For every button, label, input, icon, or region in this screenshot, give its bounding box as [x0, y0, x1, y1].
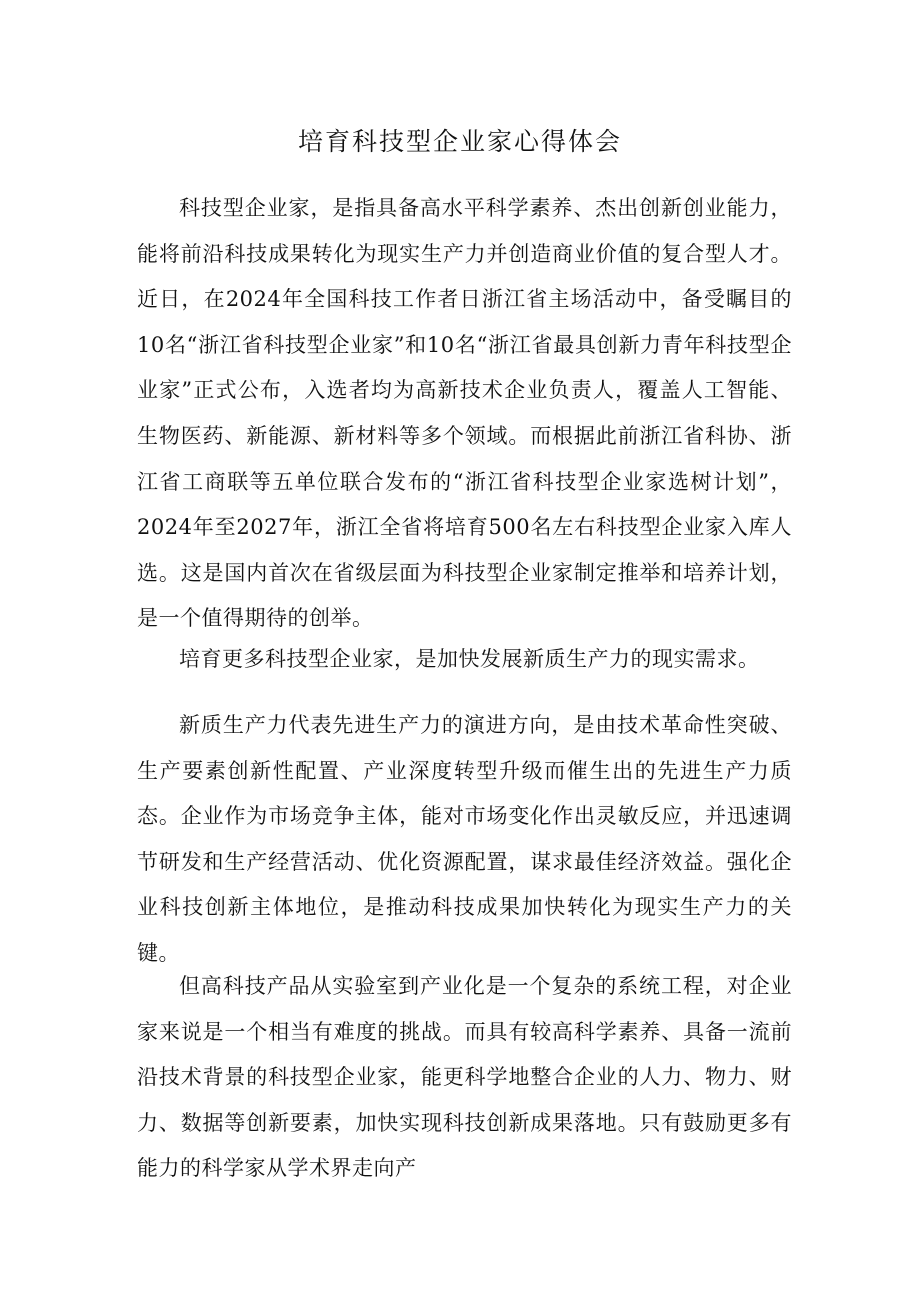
- paragraph-new-productivity: 新质生产力代表先进生产力的演进方向，是由技术革命性突破、生产要素创新性配置、产业深度转型升级而催生出的先进生产力质态。企业作为市场竞争主体，能对市场变化作出灵敏反应，并迅速调节研发和生产经营活动、优化资源配置，谋求最佳经济效益。强化企业科技创新主体地位，是推动科技成果加快转化为现实生产力的关键。: [137, 713, 792, 965]
- paragraph-intro: 科技型企业家，是指具备高水平科学素养、杰出创新创业能力，能将前沿科技成果转化为现实生产力并创造商业价值的复合型人才。近日，在2024年全国科技工作者日浙江省主场活动中，备受瞩目的10名“浙江省科技型企业家”和10名“浙江省最具创新力青年科技型企业家”正式公布，入选者均为高新技术企业负责人，覆盖人工智能、生物医药、新能源、新材料等多个领域。而根据此前浙江省科协、浙江省工商联等五单位联合发布的“浙江省科技型企业家选树计划”，2024年至2027年，浙江全省将培育500名左右科技型企业家入库人选。这是国内首次在省级层面为科技型企业家制定推举和培养计划，是一个值得期待的创举。: [137, 196, 792, 631]
- paragraph-thesis: 培育更多科技型企业家，是加快发展新质生产力的现实需求。: [179, 647, 760, 671]
- page-title: 培育科技型企业家心得体会: [297, 127, 622, 156]
- paragraph-challenge: 但高科技产品从实验室到产业化是一个复杂的系统工程，对企业家来说是一个相当有难度的挑战。而具有较高科学素养、具备一流前沿技术背景的科技型企业家，能更科学地整合企业的人力、物力、财力、数据等创新要素，加快实现科技创新成果落地。只有鼓励更多有能力的科学家从学术界走向产: [137, 974, 792, 1181]
